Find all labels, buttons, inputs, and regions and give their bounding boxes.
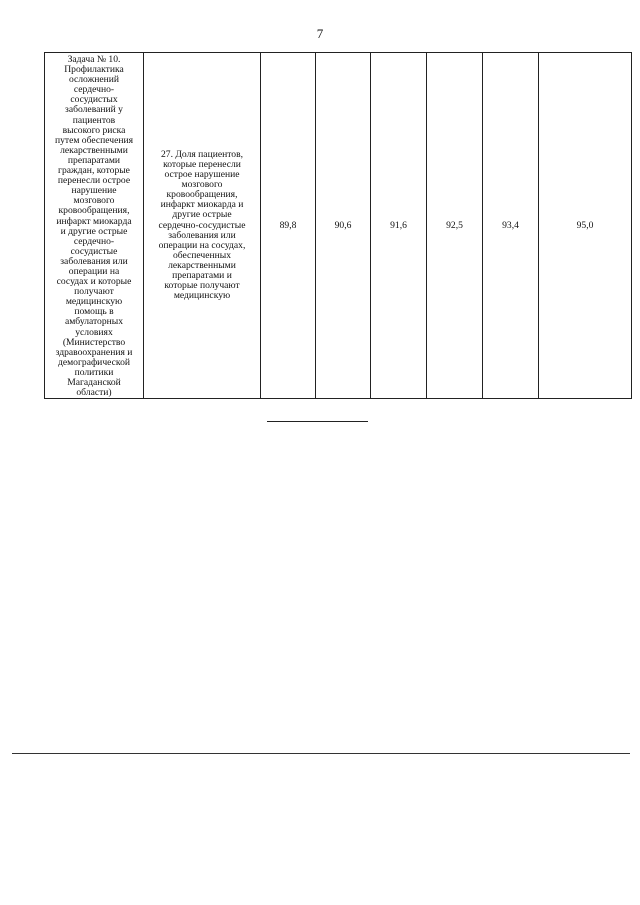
page-number: 7 — [316, 26, 324, 41]
indicators-table — [44, 52, 632, 399]
value-cell-3: 91,6 — [371, 53, 427, 399]
task-cell — [45, 53, 144, 399]
indicator-text: 27. Доля пациентов, которые перенесли острое нарушение мозгового кровообращения, инфаркт миокарда и другие острые сердечно-сосудистые заболевания или операции на сосудах, обеспеченных лекарственными препаратами и которые получают медицинскую — [158, 148, 246, 302]
indicator-cell — [144, 53, 261, 399]
value-cell-6: 95,0 — [539, 53, 632, 399]
task-text: Задача № 10. Профилактика осложнений сердечно- сосудистых заболеваний у пациентов высокого риска путем обеспечения лекарственными препаратами граждан, которые перенесли острое нарушение мозгового кровообращения, инфаркт миокарда и другие острые сердечно- сосудистые заболевания или операции на сосудах и которые получают медицинскую помощь в амбулаторных условиях (Министерство здравоохранения и демографической политики Магаданской области) — [54, 54, 134, 399]
value-cell-4: 92,5 — [427, 53, 483, 399]
table-row — [45, 53, 632, 399]
value-cell-1: 89,8 — [261, 53, 316, 399]
page-bottom-rule — [12, 753, 630, 754]
end-divider — [267, 421, 368, 422]
value-cell-2: 90,6 — [316, 53, 371, 399]
value-cell-5: 93,4 — [483, 53, 539, 399]
